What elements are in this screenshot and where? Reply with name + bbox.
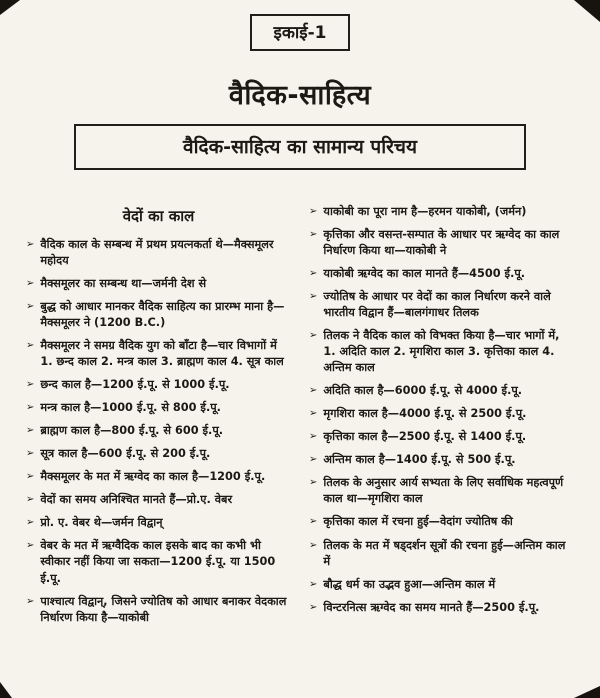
scan-mark-bottom-right	[574, 686, 600, 698]
list-item	[26, 446, 291, 462]
list-item	[309, 383, 574, 399]
arrow-bullet-icon: ➢	[26, 301, 35, 313]
list-item-text: प्रो. ए. वेबर थे—जर्मन विद्वान्	[40, 516, 163, 530]
list-item-text: विन्टरनित्स ऋग्वेद का समय मानते हैं—2500 ई.पू.	[323, 600, 540, 614]
arrow-bullet-icon: ➢	[26, 379, 35, 391]
list-item-text: सूत्र काल है—600 ई.पू. से 200 ई.पू.	[40, 447, 211, 461]
list-item	[26, 594, 291, 626]
list-item-text: अन्तिम काल है—1400 ई.पू. से 500 ई.पू.	[323, 453, 516, 467]
arrow-bullet-icon: ➢	[26, 517, 35, 529]
arrow-bullet-icon: ➢	[26, 278, 35, 290]
list-item	[309, 514, 574, 530]
topic-list-left	[26, 237, 291, 626]
list-item-text: याकोबी ऋग्वेद का काल मानते हैं—4500 ई.पू.	[323, 267, 526, 281]
arrow-bullet-icon: ➢	[26, 494, 35, 506]
list-item-text: मृगशिरा काल है—4000 ई.पू. से 2500 ई.पू.	[323, 407, 527, 421]
list-item	[309, 204, 574, 220]
scan-mark-top-left	[0, 0, 20, 15]
list-item-text: तिलक के मत में षड्दर्शन सूत्रों की रचना हुई—अन्तिम काल में	[323, 538, 566, 568]
list-item-text: बुद्ध को आधार मानकर वैदिक साहित्य का प्रारम्भ माना है—मैक्समूलर ने (1200 B.C.)	[40, 300, 285, 330]
main-title: वैदिक-साहित्य	[228, 80, 372, 111]
list-item	[26, 469, 291, 485]
list-item	[309, 577, 574, 593]
arrow-bullet-icon: ➢	[26, 239, 35, 250]
list-item	[309, 475, 574, 507]
list-item	[26, 492, 291, 508]
arrow-bullet-icon: ➢	[309, 601, 318, 613]
scan-mark-bottom-left	[0, 682, 12, 698]
list-item	[26, 400, 291, 416]
list-item-text: मैक्समूलर का सम्बन्ध था—जर्मनी देश से	[40, 277, 207, 291]
list-item-text: बौद्ध धर्म का उद्भव हुआ—अन्तिम काल में	[323, 577, 496, 591]
unit-title: इकाई-1	[250, 14, 350, 51]
list-item	[309, 600, 574, 616]
arrow-bullet-icon: ➢	[309, 539, 318, 551]
arrow-bullet-icon: ➢	[26, 471, 35, 483]
list-item-text: वेबर के मत में ऋग्वैदिक काल इसके बाद का कभी भी स्वीकार नहीं किया जा सकता—1200 ई.पू. या 1500 ई.पू.	[40, 539, 276, 585]
subtitle: वैदिक-साहित्य का सामान्य परिचय	[74, 124, 526, 170]
arrow-bullet-icon: ➢	[26, 540, 35, 552]
content-columns	[0, 204, 600, 626]
list-item-text: पाश्चात्य विद्वान्, जिसने ज्योतिष को आधार बनाकर वेदकाल निर्धारण किया है—याकोबी	[40, 594, 287, 624]
list-item	[309, 227, 574, 259]
list-item-text: तिलक ने वैदिक काल को विभक्त किया है—चार भागों में, 1. अदिति काल 2. मृगशिरा काल 3. कृत्तिका काल 4. अन्तिम काल	[323, 329, 560, 375]
list-item-text: मैक्समूलर ने समग्र वैदिक युग को बाँटा है—चार विभागों में 1. छन्द काल 2. मन्त्र काल 3. ब्राह्मण काल 4. सूत्र काल	[40, 339, 284, 369]
list-item	[309, 538, 574, 570]
list-item-text: वैदिक काल के सम्बन्ध में प्रथम प्रयत्नकर्ता थे—मैक्समूलर महोदय	[40, 238, 274, 268]
list-item-text: कृत्तिका काल है—2500 ई.पू. से 1400 ई.पू.	[323, 430, 527, 444]
arrow-bullet-icon: ➢	[26, 340, 35, 352]
left-column-heading: वेदों का काल	[122, 207, 195, 225]
arrow-bullet-icon: ➢	[309, 206, 318, 217]
arrow-bullet-icon: ➢	[309, 291, 318, 303]
list-item-text: वेदों का समय अनिश्चित मानते हैं—प्रो.ए. वेबर	[40, 493, 233, 507]
list-item-text: मैक्समूलर के मत में ऋग्वेद का काल है—1200 ई.पू.	[40, 470, 266, 484]
list-item	[309, 406, 574, 422]
arrow-bullet-icon: ➢	[309, 268, 318, 280]
arrow-bullet-icon: ➢	[26, 425, 35, 437]
arrow-bullet-icon: ➢	[26, 595, 35, 607]
list-item	[26, 338, 291, 370]
list-item	[26, 538, 291, 586]
list-item-text: मन्त्र काल है—1000 ई.पू. से 800 ई.पू.	[40, 401, 221, 415]
arrow-bullet-icon: ➢	[309, 454, 318, 466]
list-item-text: ज्योतिष के आधार पर वेदों का काल निर्धारण करने वाले भारतीय विद्वान हैं—बालगंगाधर तिलक	[323, 290, 551, 320]
list-item	[309, 266, 574, 282]
list-item	[26, 299, 291, 331]
arrow-bullet-icon: ➢	[26, 402, 35, 414]
list-item-text: कृत्तिका काल में रचना हुई—वेदांग ज्योतिष की	[323, 515, 513, 529]
list-item	[26, 423, 291, 439]
list-item-text: कृत्तिका और वसन्त-सम्पात के आधार पर ऋग्वेद का काल निर्धारण किया था—याकोबी ने	[323, 228, 560, 258]
topic-list-right	[309, 204, 574, 616]
right-column	[309, 204, 574, 626]
list-item-text: छन्द काल है—1200 ई.पू. से 1000 ई.पू.	[40, 378, 230, 392]
list-item	[309, 452, 574, 468]
arrow-bullet-icon: ➢	[309, 229, 318, 241]
list-item	[309, 328, 574, 376]
scan-mark-top-right	[574, 0, 600, 22]
list-item-text: तिलक के अनुसार आर्य सभ्यता के लिए सर्वाधिक महत्वपूर्ण काल था—मृगशिरा काल	[323, 476, 564, 506]
list-item	[26, 237, 291, 269]
list-item-text: अदिति काल है—6000 ई.पू. से 4000 ई.पू.	[323, 384, 523, 398]
arrow-bullet-icon: ➢	[309, 578, 318, 590]
list-item	[309, 429, 574, 445]
list-item-text: याकोबी का पूरा नाम है—हरमन याकोबी, (जर्मन)	[323, 205, 527, 218]
arrow-bullet-icon: ➢	[309, 516, 318, 528]
arrow-bullet-icon: ➢	[309, 408, 318, 420]
arrow-bullet-icon: ➢	[26, 448, 35, 460]
left-column	[26, 204, 291, 626]
list-item	[26, 515, 291, 531]
arrow-bullet-icon: ➢	[309, 477, 318, 489]
arrow-bullet-icon: ➢	[309, 330, 318, 342]
arrow-bullet-icon: ➢	[309, 385, 318, 397]
list-item	[309, 289, 574, 321]
arrow-bullet-icon: ➢	[309, 431, 318, 443]
list-item	[26, 276, 291, 292]
list-item-text: ब्राह्मण काल है—800 ई.पू. से 600 ई.पू.	[40, 424, 224, 438]
list-item	[26, 377, 291, 393]
